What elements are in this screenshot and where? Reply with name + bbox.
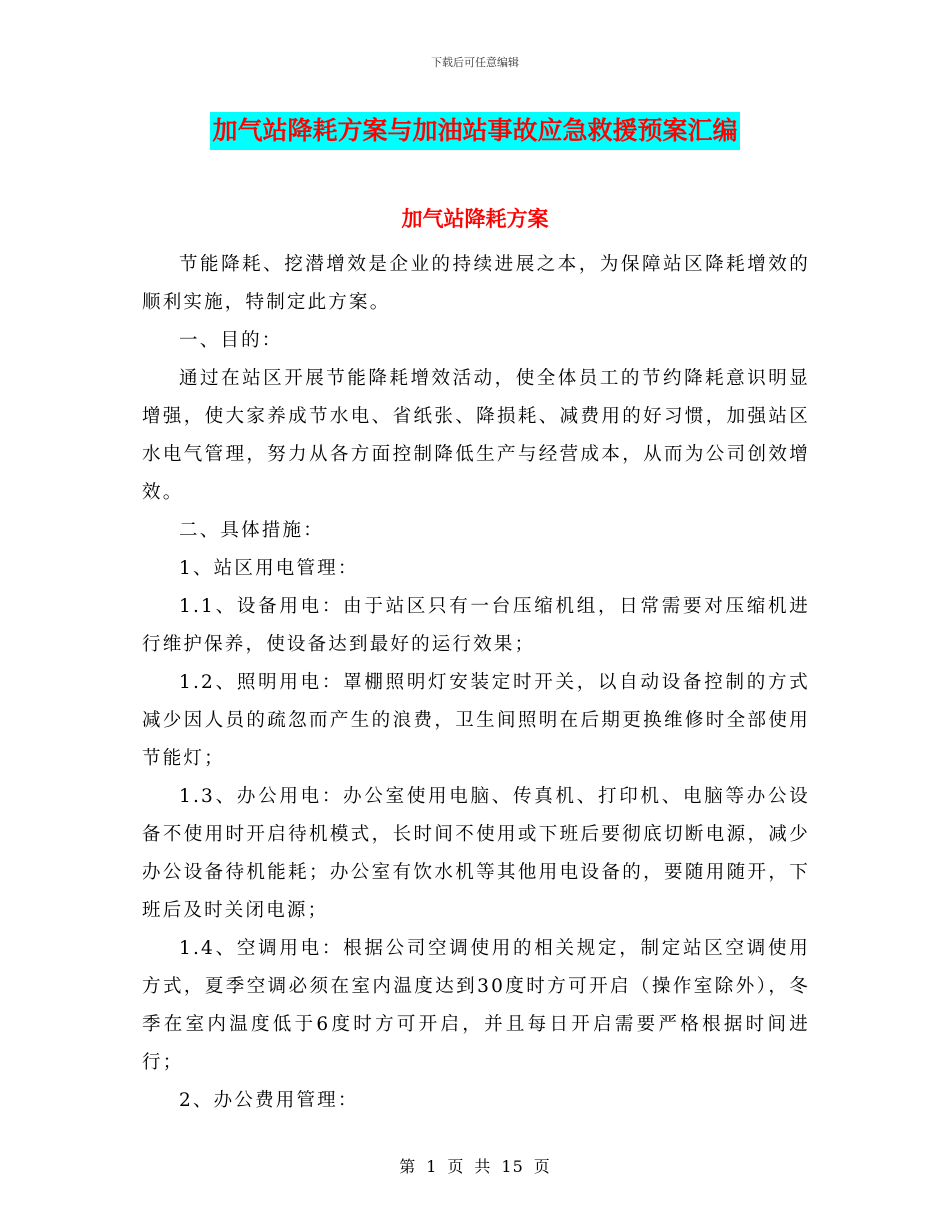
heading-measures: 二、具体措施： (179, 520, 324, 541)
paragraph-lighting-power: 1.2、照明用电：罩棚照明灯安装定时开关，以自动设备控制的方式减少因人员的疏忽而产生的浪费，卫生间照明在后期更换维修时全部使用节能灯； (142, 672, 810, 769)
page-header-note: 下载后可任意编辑 (431, 56, 519, 69)
heading-office-expenses: 2、办公费用管理： (179, 1090, 359, 1111)
paragraph-equipment-power: 1.1、设备用电：由于站区只有一台压缩机组，日常需要对压缩机进行维护保养，使设备达到最好的运行效果； (142, 596, 810, 655)
heading-electricity: 1、站区用电管理： (179, 558, 359, 579)
heading-purpose: 一、目的： (179, 330, 283, 351)
paragraph-office-power: 1.3、办公用电：办公室使用电脑、传真机、打印机、电脑等办公设备不使用时开启待机模式，长时间不使用或下班后要彻底切断电源，减少办公设备待机能耗；办公室有饮水机等其他用电设备的，要随用随开，下班后及时关闭电源； (142, 786, 810, 921)
footer-label-page: 第 (399, 1157, 417, 1176)
paragraph-ac-power: 1.4、空调用电：根据公司空调使用的相关规定，制定站区空调使用方式，夏季空调必须在室内温度达到30度时方可开启（操作室除外），冬季在室内温度低于6度时方可开启，并且每日开启需要严格根据时间进行； (142, 938, 810, 1073)
footer-label-unit2: 页 (533, 1157, 551, 1176)
paragraph-intro: 节能降耗、挖潜增效是企业的持续进展之本，为保障站区降耗增效的顺利实施，特制定此方案。 (142, 254, 810, 313)
document-body (142, 246, 810, 1120)
page-footer (0, 1154, 950, 1177)
footer-label-total: 共 (474, 1157, 492, 1176)
footer-label-unit: 页 (447, 1157, 465, 1176)
paragraph-purpose: 通过在站区开展节能降耗增效活动，使全体员工的节约降耗意识明显增强，使大家养成节水电、省纸张、降损耗、减费用的好习惯，加强站区水电气管理，努力从各方面控制降低生产与经营成本，从而为公司创效增效。 (142, 368, 810, 503)
section-title: 加气站降耗方案 (401, 206, 549, 231)
footer-total-pages: 15 (501, 1157, 524, 1176)
document-title: 加气站降耗方案与加油站事故应急救援预案汇编 (210, 112, 739, 150)
footer-current-page: 1 (426, 1157, 438, 1176)
document-title-container (0, 112, 950, 150)
